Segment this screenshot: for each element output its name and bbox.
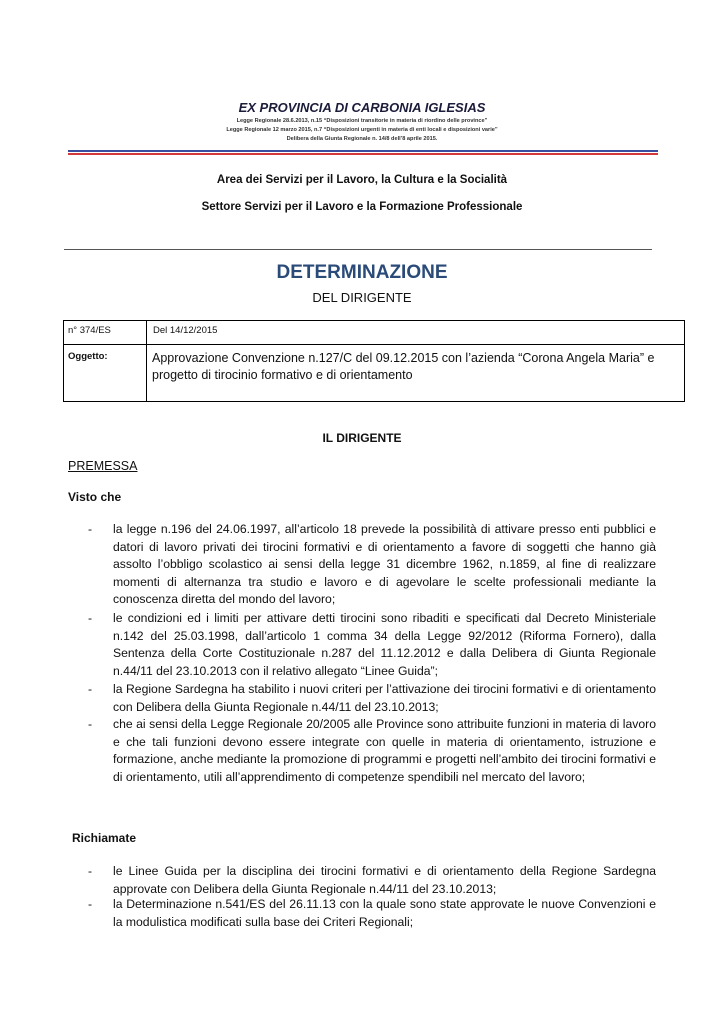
law-reference-line: Delibera della Giunta Regionale n. 14/8 dell’8 aprile 2015. (286, 136, 438, 142)
list-item-text: la legge n.196 del 24.06.1997, all’articolo 18 prevede la possibilità di attivare presso enti pubblici e datori di lavoro privati dei tirocini formativi e di orientamento a favore di soggetti che hanno già assolto l’obbligo scolastico ai sensi della legge 31 dicembre 1962, n.1859, al fine di realizzare momenti di alternanza tra studio e lavoro e di agevolare le scelte professionali mediante la conoscenza diretta del mondo del lavoro; (113, 522, 656, 606)
list-item-text: le condizioni ed i limiti per attivare detti tirocini sono ribaditi e specificati dal Decreto Ministeriale n.142 del 25.03.1998, dall’articolo 1 comma 34 della Legge 92/2012 (Riforma Fornero), dalla Sentenza della Corte Costituzionale n.287 del 11.12.2012 e dalla Delibera di Giunta Regionale n.44/11 del 23.10.2013 con il relativo allegato “Linee Guida”; (113, 611, 656, 678)
table-divider (63, 344, 685, 345)
subject-text: Approvazione Convenzione n.127/C del 09.12.2015 con l’azienda “Corona Angela Maria” e progetto di tirocinio formativo e di orientamento (152, 351, 655, 382)
determination-date: Del 14/12/2015 (153, 325, 218, 336)
header-color-stripes (68, 150, 658, 156)
red-stripe (68, 153, 658, 155)
sector-name: Settore Servizi per il Lavoro e la Formazione Professionale (201, 201, 523, 213)
list-item-text: la Determinazione n.541/ES del 26.11.13 con la quale sono state approvate le nuove Convenzioni e la modulistica modificati sulla base dei Criteri Regionali; (113, 897, 656, 929)
list-dash: - (88, 522, 93, 536)
determination-number: n° 374/ES (68, 325, 111, 336)
subject-label: Oggetto: (68, 351, 108, 362)
list-item-text: che ai sensi della Legge Regionale 20/2005 alle Province sono attribuite funzioni in materia di lavoro e che tali funzioni devono essere integrate con quelle in materia di orientamento, istruzione e formazione, anche mediante la promozione di programmi e progetti nell’ambito dei tirocini formativi e di orientamento, utili all’apprendimento di competenze spendibili nel mercato del lavoro; (113, 717, 656, 784)
premessa-heading: PREMESSA (68, 459, 138, 473)
list-dash: - (88, 611, 93, 625)
list-dash: - (88, 717, 93, 731)
law-reference-line: Legge Regionale 12 marzo 2015, n.7 “Disposizioni urgenti in materia di enti locali e disposizioni varie” (226, 127, 498, 133)
richiamate-heading: Richiamate (72, 831, 137, 845)
section-heading: IL DIRIGENTE (322, 431, 402, 445)
list-item-text: la Regione Sardegna ha stabilito i nuovi criteri per l’attivazione dei tirocini formativi e di orientamento con Delibera della Giunta Regionale n.44/11 del 23.10.2013; (113, 682, 656, 714)
area-name: Area dei Servizi per il Lavoro, la Cultura e la Socialità (216, 174, 508, 186)
list-dash: - (88, 864, 93, 878)
organization-title: EX PROVINCIA DI CARBONIA IGLESIAS (238, 100, 486, 115)
blue-stripe (68, 150, 658, 152)
list-item-text: le Linee Guida per la disciplina dei tirocini formativi e di orientamento della Regione Sardegna approvate con Delibera della Giunta Regionale n.44/11 del 23.10.2013; (113, 864, 656, 896)
table-divider (146, 320, 147, 402)
law-reference-line: Legge Regionale 28.6.2013, n.15 “Disposizioni transitorie in materia di riordino delle province” (236, 118, 488, 124)
visto-che-heading: Visto che (68, 490, 122, 504)
document-subtitle: DEL DIRIGENTE (312, 290, 412, 305)
document-title: DETERMINAZIONE (276, 262, 448, 283)
divider (64, 249, 652, 250)
list-dash: - (88, 897, 93, 911)
list-dash: - (88, 682, 93, 696)
